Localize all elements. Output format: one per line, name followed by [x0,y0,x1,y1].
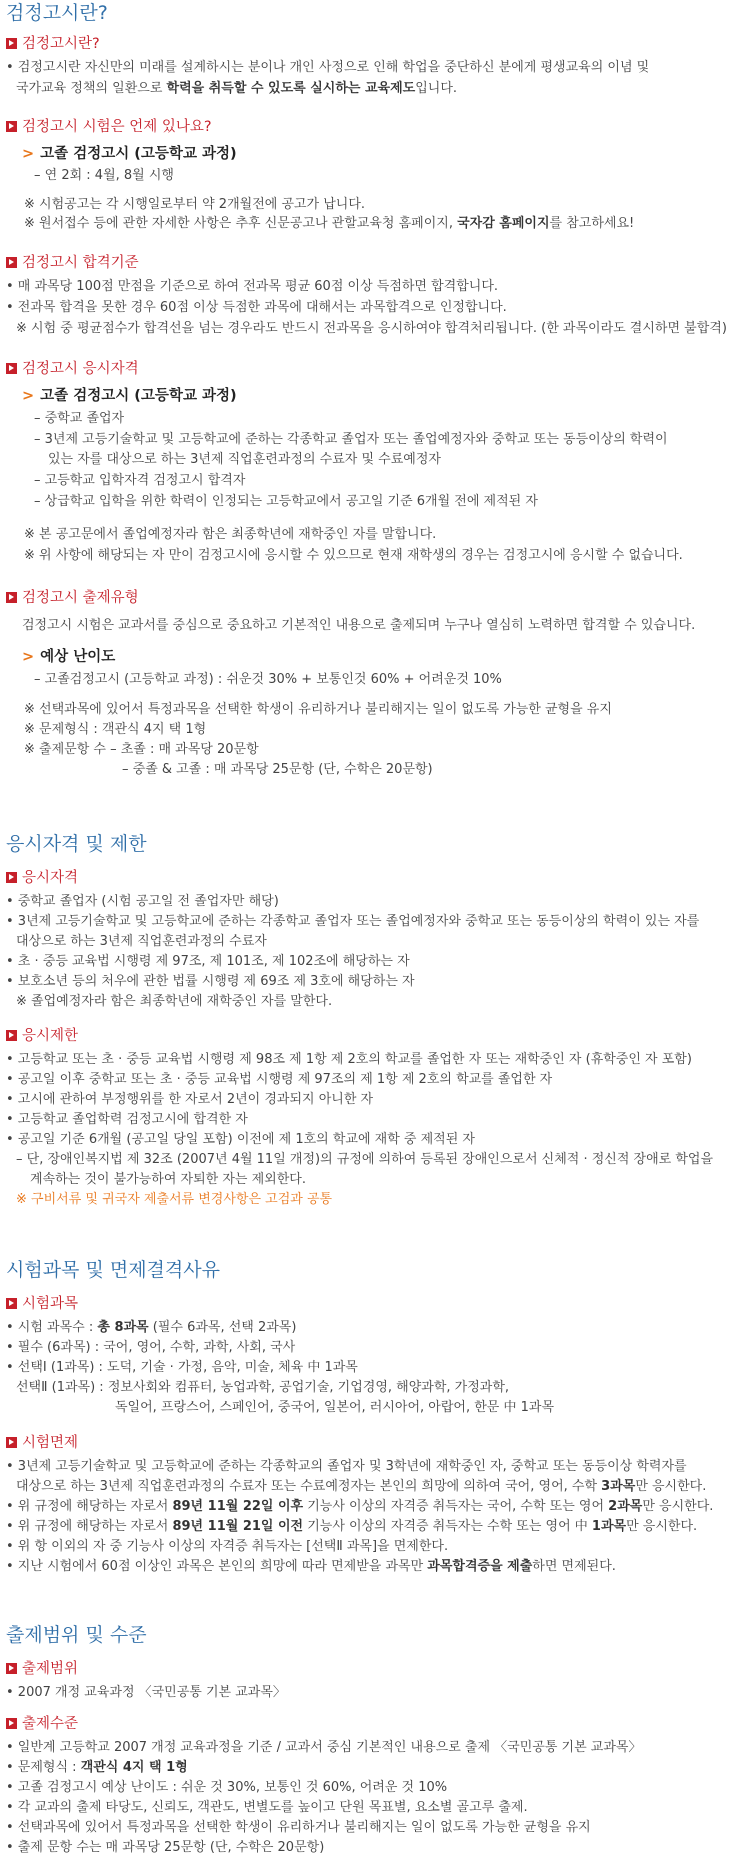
note-line: ※ 시험공고는 각 시행일로부터 약 2개월전에 공고가 납니다. [24,197,366,212]
chevron-right-icon: > [22,649,35,665]
note-line: ※ 본 공고문에서 졸업예정자라 함은 최종학년에 재학중인 자를 말합니다. [24,527,437,542]
heading-question-type: 검정고시 출제유형 [6,586,139,607]
text-line: • 공고일 이후 중학교 또는 초 · 중등 교육법 시행령 제 97조의 제 1항 제 2호의 학교를 졸업한 자 [6,1072,553,1087]
text-line: 국가교육 정책의 일환으로 학력을 취득할 수 있도록 실시하는 교육제도입니다. [16,81,458,96]
text-line: • 3년제 고등기술학교 및 고등학교에 준하는 각종학교의 졸업자 및 3학년에 재학중인 자, 중학교 또는 동등이상 학력자를 [6,1459,687,1474]
heading-what-is: 검정고시란? [6,32,100,53]
text-line: • 필수 (6과목) : 국어, 영어, 수학, 과학, 사회, 국사 [6,1340,296,1355]
heading-level: 출제수준 [6,1712,78,1733]
text-line: • 3년제 고등기술학교 및 고등학교에 준하는 각종학교 졸업자 또는 졸업예정자와 중학교 또는 동등이상의 학력이 있는 자를 [6,914,700,929]
heading-qualification: 검정고시 응시자격 [6,357,139,378]
arrow-box-icon [6,1298,17,1309]
arrow-box-icon [6,1718,17,1729]
subheading-high-school: > 고졸 검정고시 (고등학교 과정) [22,146,237,162]
section-title-qualification-limits: 응시자격 및 제한 [6,833,147,855]
text-line: • 위 규정에 해당하는 자로서 89년 11월 21일 이전 기능사 이상의 자격증 취득자는 수학 또는 영어 中 1과목만 응시한다. [6,1519,698,1534]
chevron-right-icon: > [22,146,35,162]
text-line: • 출제 문항 수는 매 과목당 25문항 (단, 수학은 20문항) [6,1840,325,1855]
text-line: • 보호소년 등의 처우에 관한 법률 시행령 제 69조 제 3호에 해당하는 자 [6,974,415,989]
arrow-box-icon [6,121,17,132]
text-line: • 위 규정에 해당하는 자로서 89년 11월 22일 이후 기능사 이상의 자격증 취득자는 국어, 수학 또는 영어 2과목만 응시한다. [6,1499,714,1514]
text-line: 대상으로 하는 3년제 직업훈련과정의 수료자 또는 수료예정자는 본인의 희망에 의하여 국어, 영어, 수학 3과목만 응시한다. [16,1479,707,1494]
arrow-box-icon [6,1437,17,1448]
text-line: • 매 과목당 100점 만점을 기준으로 하여 전과목 평균 60점 이상 득점하면 합격합니다. [6,279,499,294]
note-line: – 중졸 & 고졸 : 매 과목당 25문항 (단, 수학은 20문항) [122,762,433,777]
section-title-what-is-exam: 검정고시란? [6,2,108,24]
text-line: • 일반계 고등학교 2007 개정 교육과정을 기준 / 교과서 중심 기본적인 내용으로 출제 〈국민공통 기본 교과목〉 [6,1740,642,1755]
text-line: – 연 2회 : 4월, 8월 시행 [34,168,174,183]
text-line: • 위 항 이외의 자 중 기능사 이상의 자격증 취득자는 [선택Ⅱ 과목]을 면제한다. [6,1539,449,1554]
note-line: ※ 졸업예정자라 함은 최종학년에 재학중인 자를 말한다. [16,994,333,1009]
text-line: • 고졸 검정고시 예상 난이도 : 쉬운 것 30%, 보통인 것 60%, 어려운 것 10% [6,1780,448,1795]
text-line: 검정고시 시험은 교과서를 중심으로 중요하고 기본적인 내용으로 출제되며 누구나 열심히 노력하면 합격할 수 있습니다. [22,618,696,633]
text-line: – 고등학교 입학자격 검정고시 합격자 [34,473,246,488]
text-line: 대상으로 하는 3년제 직업훈련과정의 수료자 [16,934,267,949]
text-line: – 단, 장애인복지법 제 32조 (2007년 4월 11일 개정)의 규정에 의하여 등록된 장애인으로서 신체적 · 정신적 장애로 학업을 [16,1152,714,1167]
text-line: 있는 자를 대상으로 하는 3년제 직업훈련과정의 수료자 및 수료예정자 [48,452,441,467]
arrow-box-icon [6,38,17,49]
heading-subjects: 시험과목 [6,1292,78,1313]
text-line: 선택Ⅱ (1과목) : 정보사회와 컴퓨터, 농업과학, 공업기술, 기업경영, 해양과학, 가정과학, [16,1380,510,1395]
note-line: ※ 문제형식 : 객관식 4지 택 1형 [24,722,207,737]
arrow-box-icon [6,1663,17,1674]
note-line: ※ 시험 중 평균점수가 합격선을 넘는 경우라도 반드시 전과목을 응시하여야 합격처리됩니다. (한 과목이라도 결시하면 불합격) [16,321,727,336]
note-line: ※ 위 사항에 해당되는 자 만이 검정고시에 응시할 수 있으므로 현재 재학생의 경우는 검정고시에 응시할 수 없습니다. [24,548,683,563]
text-line: – 상급학교 입학을 위한 학력이 인정되는 고등학교에서 공고일 기준 6개월 전에 제적된 자 [34,494,538,509]
text-line: • 문제형식 : 객관식 4지 택 1형 [6,1760,188,1775]
section-title-scope-level: 출제범위 및 수준 [6,1624,147,1646]
heading-exemptions: 시험면제 [6,1431,78,1452]
text-line: – 3년제 고등기술학교 및 고등학교에 준하는 각종학교 졸업자 또는 졸업예정자와 중학교 또는 동등이상의 학력이 [34,432,668,447]
text-line: • 선택과목에 있어서 특정과목을 선택한 학생이 유리하거나 불리해지는 일이 없도록 가능한 균형을 유지 [6,1820,591,1835]
text-line: – 고졸검정고시 (고등학교 과정) : 쉬운것 30% + 보통인것 60% + 어려운것 10% [34,672,502,687]
text-line: • 지난 시험에서 60점 이상인 과목은 본인의 희망에 따라 면제받을 과목만 과목합격증을 제출하면 면제된다. [6,1559,616,1574]
text-line: • 고등학교 졸업학력 검정고시에 합격한 자 [6,1112,248,1127]
note-line: ※ 원서접수 등에 관한 자세한 사항은 추후 신문공고나 관할교육청 홈페이지, 국자감 홈페이지를 참고하세요! [24,216,635,231]
heading-pass-criteria: 검정고시 합격기준 [6,251,139,272]
text-line: • 2007 개정 교육과정 〈국민공통 기본 교과목〉 [6,1685,286,1700]
text-line: • 시험 과목수 : 총 8과목 (필수 6과목, 선택 2과목) [6,1320,297,1335]
arrow-box-icon [6,257,17,268]
text-line: – 중학교 졸업자 [34,411,125,426]
text-line: • 중학교 졸업자 (시험 공고일 전 졸업자만 해당) [6,894,279,909]
heading-scope: 출제범위 [6,1657,78,1678]
note-line: ※ 선택과목에 있어서 특정과목을 선택한 학생이 유리하거나 불리해지는 일이 없도록 가능한 균형을 유지 [24,702,612,717]
text-line: • 공고일 기준 6개월 (공고일 당일 포함) 이전에 제 1호의 학교에 재학 중 제적된 자 [6,1132,475,1147]
text-line: • 선택Ⅰ (1과목) : 도덕, 기술 · 가정, 음악, 미술, 체육 中 1과목 [6,1360,358,1375]
heading-when: 검정고시 시험은 언제 있나요? [6,115,212,136]
arrow-box-icon [6,363,17,374]
text-line: • 전과목 합격을 못한 경우 60점 이상 득점한 과목에 대해서는 과목합격으로 인정합니다. [6,300,507,315]
note-line-highlight: ※ 구비서류 및 귀국자 제출서류 변경사항은 고검과 공통 [16,1192,333,1207]
subheading-high-school: > 고졸 검정고시 (고등학교 과정) [22,388,237,404]
heading-restrictions: 응시제한 [6,1024,78,1045]
heading-qualification: 응시자격 [6,866,78,887]
text-line: • 고등학교 또는 초 · 중등 교육법 시행령 제 98조 제 1항 제 2호의 학교를 졸업한 자 또는 재학중인 자 (휴학중인 자 포함) [6,1052,692,1067]
text-line: • 검정고시란 자신만의 미래를 설계하시는 분이나 개인 사정으로 인해 학업을 중단하신 분에게 평생교육의 이념 및 [6,60,650,75]
subheading-difficulty: > 예상 난이도 [22,649,116,665]
text-line: 계속하는 것이 불가능하여 자퇴한 자는 제외한다. [30,1172,306,1187]
text-line: 독일어, 프랑스어, 스페인어, 중국어, 일본어, 러시아어, 아랍어, 한문 中 1과목 [115,1400,555,1415]
chevron-right-icon: > [22,388,35,404]
text-line: • 고시에 관하여 부정행위를 한 자로서 2년이 경과되지 아니한 자 [6,1092,374,1107]
text-line: • 각 교과의 출제 타당도, 신뢰도, 객관도, 변별도를 높이고 단원 목표별, 요소별 골고루 출제. [6,1800,528,1815]
note-line: ※ 출제문항 수 – 초졸 : 매 과목당 20문항 [24,742,259,757]
section-title-subjects-exemptions: 시험과목 및 면제결격사유 [6,1259,220,1281]
arrow-box-icon [6,872,17,883]
text-line: • 초 · 중등 교육법 시행령 제 97조, 제 101조, 제 102조에 해당하는 자 [6,954,410,969]
arrow-box-icon [6,1030,17,1041]
arrow-box-icon [6,592,17,603]
